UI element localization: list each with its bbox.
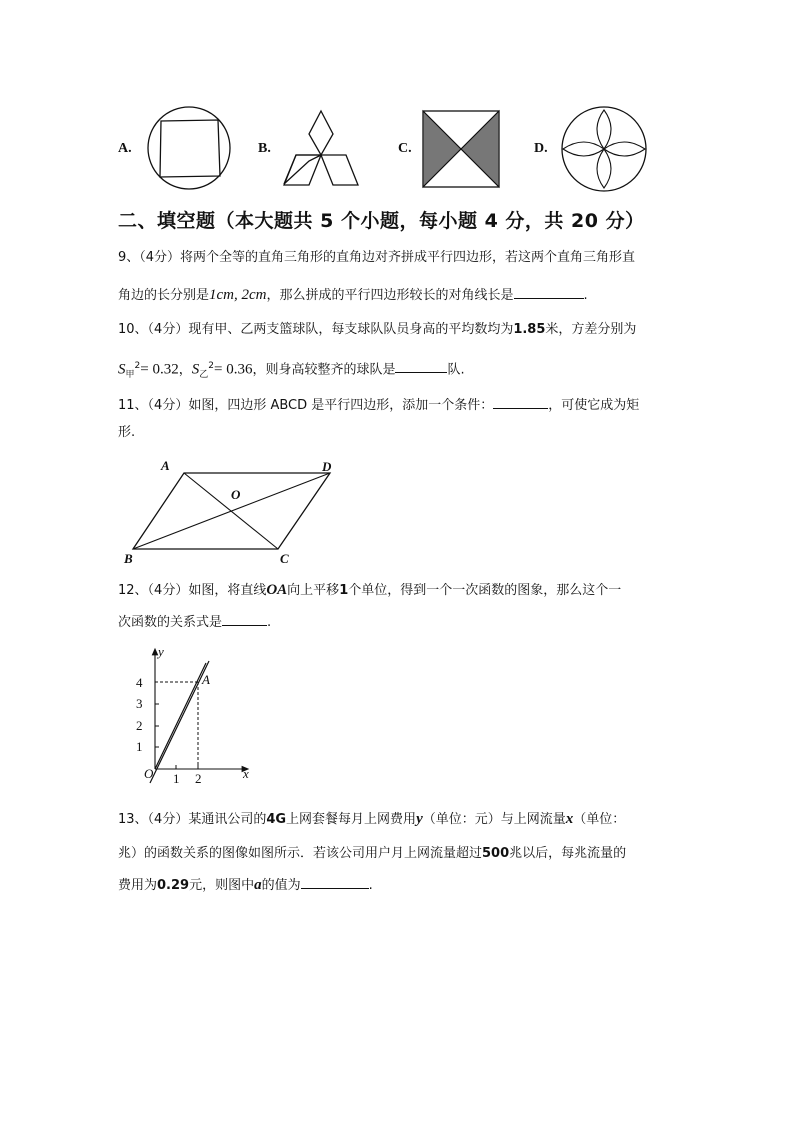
q13-text-c: （单位：元）与上网流量 (422, 812, 566, 827)
q12-text-c: 个单位，得到一个一次函数的图象，那么这个一 (348, 583, 622, 598)
q12-text-d: 次函数的关系式是 (118, 615, 223, 630)
q12-answer-blank[interactable] (222, 611, 267, 626)
q10-end: 队. (447, 362, 465, 378)
q13-x: x (565, 811, 574, 827)
q13-text-b: 上网套餐每月上网费用 (286, 812, 417, 827)
q13-end: . (368, 878, 373, 893)
q13-y: y (416, 811, 423, 827)
q13-a-var: a (254, 877, 262, 893)
y-tick-2: 2 (136, 718, 143, 733)
y-tick-4: 4 (136, 675, 143, 690)
q10-s1-sub: 甲 (125, 369, 135, 380)
q10-s1-sup: 2 (134, 361, 141, 371)
q10-mean: 1.85 (513, 322, 546, 337)
option-a-figure (146, 106, 232, 190)
q13-text-a: 13、（4分）某通讯公司的 (118, 812, 267, 827)
center-o-label: O (231, 487, 241, 502)
q13-text-g: 费用为 (118, 878, 158, 893)
option-label-b: B. (258, 141, 271, 156)
q10-s2-sub: 乙 (199, 369, 209, 380)
x-axis-label: x (243, 766, 249, 781)
q12-end: . (267, 615, 272, 630)
q9-answer-blank[interactable] (514, 284, 584, 299)
q12-line2 (118, 611, 271, 633)
q13-line2 (118, 844, 626, 864)
q13-line1 (118, 809, 625, 830)
q13-text-h: 元，则图中 (189, 878, 255, 893)
q10-s2: S (191, 361, 200, 378)
q10-s2-val: = 0.36 (213, 361, 253, 378)
vertex-a-label: A (161, 458, 170, 473)
option-label-a: A. (118, 141, 132, 156)
q11-text-b: ，可使它成为矩 (548, 398, 640, 413)
q10-text-c: ，则身高较整齐的球队是 (252, 362, 396, 378)
q13-text-i: 的值为 (261, 878, 301, 893)
q10-s2-sup: 2 (208, 361, 214, 371)
q13-4g: 4G (266, 812, 287, 827)
parallelogram-figure (118, 456, 348, 572)
x-tick-2: 2 (195, 771, 202, 786)
q10-line1 (118, 320, 636, 340)
option-c-figure (421, 109, 501, 189)
option-b-figure (282, 108, 360, 188)
q13-text-e: 兆）的函数关系的图像如图所示．若该公司用户月上网流量超过 (118, 846, 483, 861)
point-a-label: A (202, 672, 210, 687)
q12-shift: 1 (339, 583, 349, 598)
q11-line1 (118, 394, 639, 416)
q9-text-b: ，那么拼成的平行四边形较长的对角线长是 (266, 288, 514, 303)
q9-lengths: 1cm, 2cm (209, 287, 267, 303)
q13-500: 500 (482, 846, 510, 861)
option-d-figure (560, 106, 648, 192)
q10-text-a: 10、（4分）现有甲、乙两支篮球队，每支球队队员身高的平均数均为 (118, 322, 514, 337)
q10-s1: S (118, 361, 126, 378)
q13-text-f: 兆以后，每兆流量的 (509, 846, 627, 861)
q9-text-a: 角边的长分别是 (118, 288, 210, 303)
q10-line2: $S_甲^2= 0.32$，$S_乙^2= 0.36$，则身高较整齐的球队是 队. (118, 356, 465, 385)
vertex-c-label: C (280, 551, 289, 566)
q9-line2 (118, 284, 588, 306)
y-axis-label: y (158, 644, 164, 659)
option-label-c: C. (398, 141, 412, 156)
q12-oa: OA (266, 582, 288, 598)
q13-line3 (118, 874, 373, 896)
y-tick-3: 3 (136, 696, 143, 711)
q11-answer-blank[interactable] (493, 394, 548, 409)
q12-text-b: 向上平移 (287, 583, 340, 598)
q10-text-b: 米，方差分别为 (545, 322, 637, 337)
vertex-d-label: D (322, 459, 332, 474)
option-label-d: D. (534, 141, 548, 156)
q13-text-d: （单位： (573, 812, 626, 827)
q9-end: . (583, 288, 588, 303)
section-title: 二、填空题（本大题共 5 个小题，每小题 4 分，共 20 分） (118, 210, 645, 232)
q13-price: 0.29 (157, 878, 190, 893)
q11-text-a: 11、（4分）如图，四边形 ABCD 是平行四边形，添加一个条件： (118, 398, 494, 413)
x-tick-1: 1 (173, 771, 180, 786)
vertex-b-label: B (124, 551, 133, 566)
q9-line1: 9、（4分）将两个全等的直角三角形的直角边对齐拼成平行四边形，若这两个直角三角形直 (118, 250, 636, 265)
q10-s1-val: = 0.32 (140, 361, 179, 378)
q10-answer-blank[interactable] (395, 358, 447, 373)
q12-line1 (118, 580, 621, 601)
q13-answer-blank[interactable] (301, 874, 369, 889)
line-graph-figure (130, 645, 250, 785)
q12-text-a: 12、（4分）如图，将直线 (118, 583, 267, 598)
origin-label: O (144, 766, 154, 781)
q11-line2: 形. (118, 425, 136, 440)
y-tick-1: 1 (136, 739, 143, 754)
